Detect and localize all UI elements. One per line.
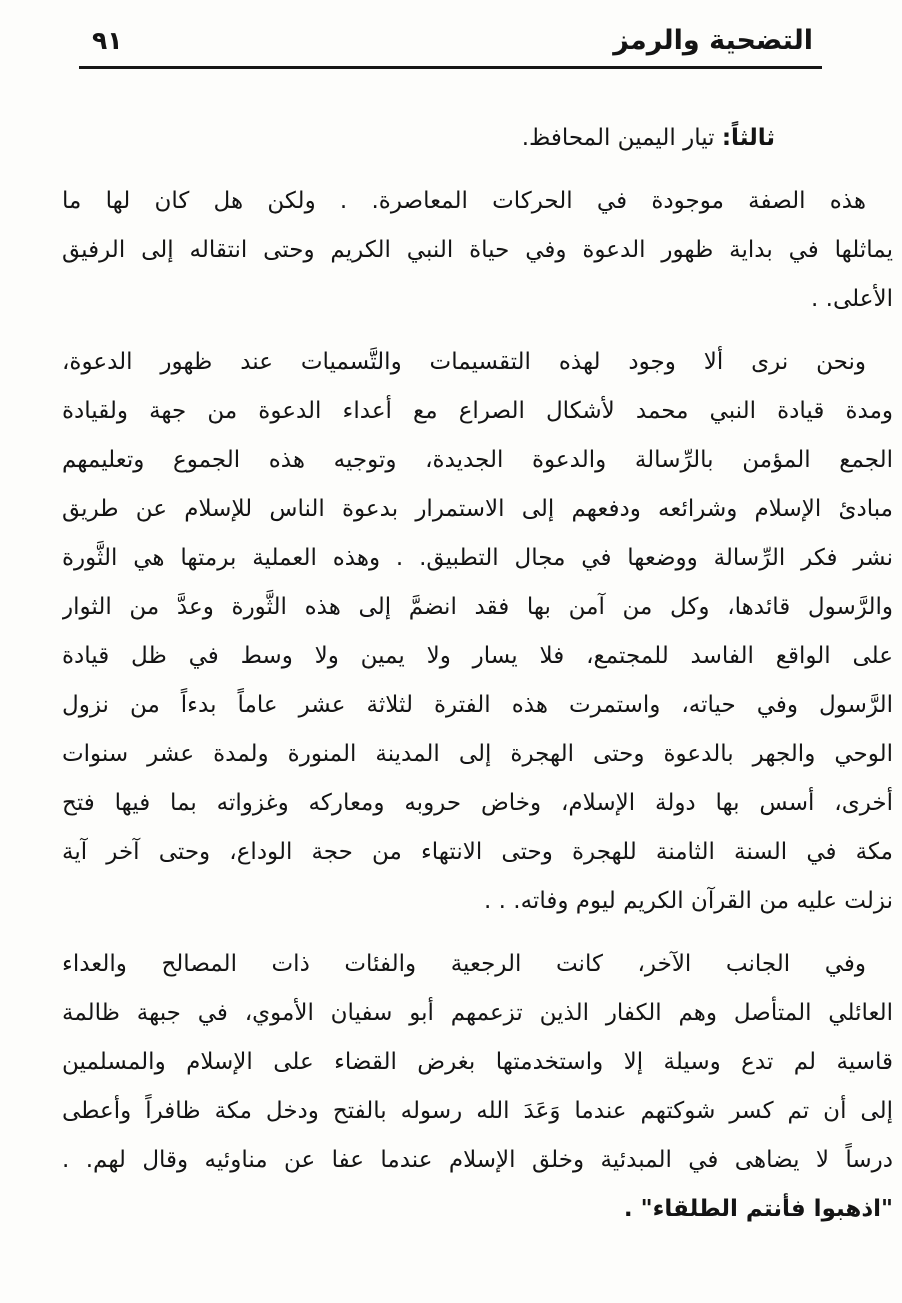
text-line: مبادئ الإسلام وشرائعه ودفعهم إلى الاستمرار بدعوة الناس للإسلام عن طريق: [62, 496, 893, 522]
section-heading-label: ثالثاً:: [721, 125, 775, 151]
text-line: الجمع المؤمن بالرِّسالة والدعوة الجديدة، وتوجيه هذه الجموع وتعليمهم: [62, 447, 893, 473]
running-head: [0, 0, 902, 58]
text-line-quote: "اذهبوا فأنتم الطلقاء" .: [623, 1196, 893, 1222]
text-line: نزلت عليه من القرآن الكريم ليوم وفاته. . .: [484, 888, 893, 914]
page-number: ٩١: [92, 26, 123, 55]
text-line: والرَّسول قائدها، وكل من آمن بها فقد انضمَّ إلى هذه الثَّورة وعدَّ من الثوار: [62, 594, 893, 620]
text-line: درساً لا يضاهى في المبدئية وخلق الإسلام عندما عفا عن مناوئيه وقال لهم. .: [62, 1147, 893, 1173]
text-line: ونحن نرى ألا وجود لهذه التقسيمات والتَّسميات عند ظهور الدعوة،: [62, 349, 866, 375]
text-line: الرَّسول وفي حياته، واستمرت هذه الفترة لثلاثة عشر عاماً بدءاً من نزول: [62, 692, 893, 718]
text-line: أخرى، أسس بها دولة الإسلام، وخاض حروبه ومعاركه وغزواته بما فيها فتح: [62, 790, 893, 816]
text-line: العائلي المتأصل وهم الكفار الذين تزعمهم أبو سفيان الأموي، في جبهة ظالمة: [62, 1000, 893, 1026]
text-line: قاسية لم تدع وسيلة إلا واستخدمتها بغرض القضاء على الإسلام والمسلمين: [62, 1049, 893, 1075]
text-line: نشر فكر الرِّسالة ووضعها في مجال التطبيق. . وهذه العملية برمتها هي الثَّورة: [62, 545, 893, 571]
text-line: الأعلى. .: [811, 286, 893, 312]
text-line: يماثلها في بداية ظهور الدعوة وفي حياة النبي الكريم وحتى انتقاله إلى الرفيق: [62, 237, 893, 263]
paragraph: [62, 177, 893, 324]
paragraph: [62, 338, 893, 926]
section-heading: [62, 113, 775, 163]
paragraph: [62, 940, 893, 1234]
text-line: الوحي والجهر بالدعوة وحتى الهجرة إلى المدينة المنورة ولمدة عشر سنوات: [62, 741, 893, 767]
text-line: على الواقع الفاسد للمجتمع، فلا يسار ولا يمين ولا وسط في ظل قيادة: [62, 643, 893, 669]
text-line: ومدة قيادة النبي محمد لأشكال الصراع مع أعداء الدعوة من جهة ولقيادة: [62, 398, 893, 424]
page-body: [0, 69, 902, 1234]
text-line: مكة في السنة الثامنة للهجرة وحتى الانتهاء من حجة الوداع، وحتى آخر آية: [62, 839, 893, 865]
text-line: هذه الصفة موجودة في الحركات المعاصرة. . ولكن هل كان لها ما: [62, 188, 866, 214]
text-line: وفي الجانب الآخر، كانت الرجعية والفئات ذات المصالح والعداء: [62, 951, 866, 977]
book-title: التضحية والرمز: [613, 25, 813, 56]
section-heading-text: تيار اليمين المحافظ.: [521, 125, 722, 151]
text-line: إلى أن تم كسر شوكتهم عندما وَعَدَ الله رسوله بالفتح ودخل مكة ظافراً وأعطى: [62, 1098, 893, 1124]
